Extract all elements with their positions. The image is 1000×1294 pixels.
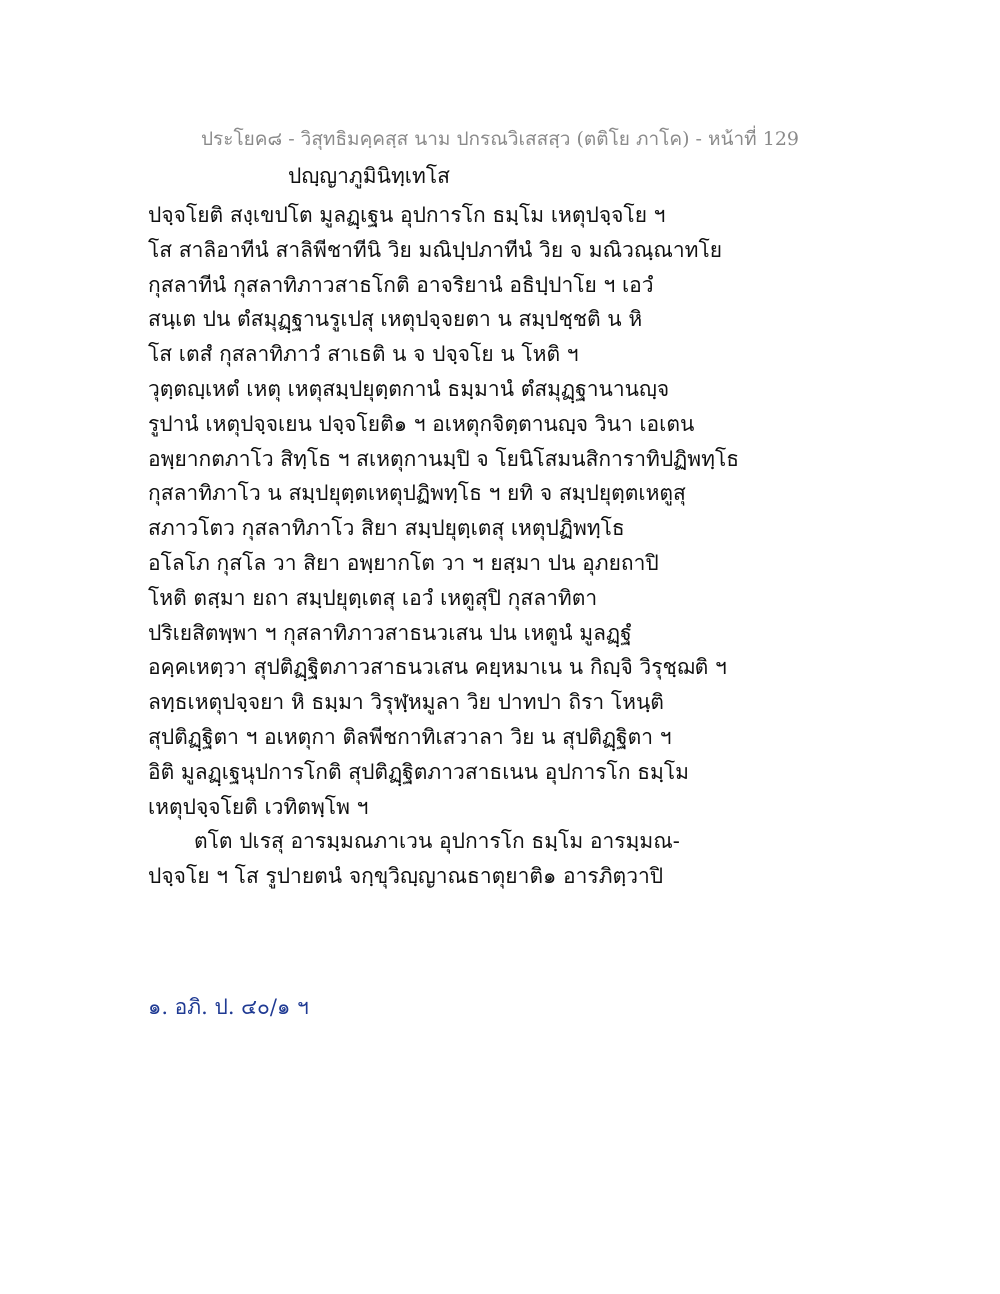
body-line: สุปติฏฺฐิตา ฯ อเหตุกา ติลพีชกาทิเสวาลา วิย น สุปติฏฺฐิตา ฯ xyxy=(148,724,672,749)
running-head-text: ประโยค๘ - วิสุทธิมคฺคสฺส นาม ปกรณวิเสสสฺว (ตติโย ภาโค) - หน้าที่ 129 xyxy=(200,128,800,150)
body-line: ปจฺจโยติ สงฺเขปโต มูลฏฺเฐน อุปการโก ธมฺโม เหตุปจฺจโย ฯ xyxy=(148,203,666,227)
footnote: ๑. อภิ. ป. ๔๐/๑ ฯ xyxy=(148,995,309,1019)
body-line: ปริเยสิตพฺพา ฯ กุสลาทิภาวสาธนวเสน ปน เหตูนํ มูลฏฺฐํ xyxy=(148,620,632,645)
section-title: ปญฺญาภูมินิทฺเทโส xyxy=(288,164,450,188)
body-line: กุสลาทีนํ กุสลาทิภาวสาธโกติ อาจริยานํ อธิปฺปาโย ฯ เอวํ xyxy=(148,272,654,297)
body-line: ลทฺธเหตุปจฺจยา หิ ธมฺมา วิรุฬฺหมูลา วิย ปาทปา ถิรา โหนฺติ xyxy=(148,690,664,715)
body-line: โส สาลิอาทีนํ สาลิพีชาทีนิ วิย มณิปฺปภาทีนํ วิย จ มณิวณฺณาทโย xyxy=(148,237,723,262)
body-line: อคฺคเหตฺวา สุปติฏฺฐิตภาวสาธนวเสน คยฺหมาเน น กิญฺจิ วิรุชฺฌติ ฯ xyxy=(148,655,727,680)
body-line: อพฺยากตภาโว สิทฺโธ ฯ สเหตุกานมฺปิ จ โยนิโสมนสิการาทิปฏิพทฺโธ xyxy=(148,446,740,471)
body-line: สนฺเต ปน ตํสมุฏฺฐานรูเปสุ เหตุปจฺจยตา น สมฺปชฺชติ น หิ xyxy=(148,307,643,332)
body-line: วุตฺตญฺเหตํ เหตุ เหตุสมฺปยุตฺตกานํ ธมฺมานํ ตํสมุฏฺฐานานญฺจ xyxy=(148,376,670,401)
running-header xyxy=(0,124,1000,154)
body-line: รูปานํ เหตุปจฺจเยน ปจฺจโยติ๑ ฯ อเหตุกจิตฺตานญฺจ วินา เอเตน xyxy=(148,411,695,436)
paragraph-2-first-line: ตโต ปเรสุ อารมฺมณภาเวน อุปการโก ธมฺโม อารมฺมณ- xyxy=(194,829,680,854)
body-line: สภาวโตว กุสลาทิภาโว สิยา สมฺปยุตฺเตสุ เหตุปฏิพทฺโธ xyxy=(148,516,625,541)
body-line: เหตุปจฺจโยติ เวทิตพฺโพ ฯ xyxy=(148,794,369,819)
body-line: อิติ มูลฏฺเฐนุปการโกติ สุปติฏฺฐิตภาวสาธเนน อุปการโก ธมฺโม xyxy=(148,759,689,784)
body-line: โส เตสํ กุสลาทิภาวํ สาเธติ น จ ปจฺจโย น โหติ ฯ xyxy=(148,342,579,367)
body-text xyxy=(148,198,868,894)
body-line: กุสลาทิภาโว น สมฺปยุตฺตเหตุปฏิพทฺโธ ฯ ยทิ จ สมฺปยุตฺตเหตูสุ xyxy=(148,481,686,506)
body-line: โหติ ตสฺมา ยถา สมฺปยุตฺเตสุ เอวํ เหตูสุปิ กุสลาทิตา xyxy=(148,585,598,610)
paragraph-2-line: ปจฺจโย ฯ โส รูปายตนํ จกฺขุวิญฺญาณธาตุยาติ๑ อารภิตฺวาปิ xyxy=(148,864,664,889)
body-line: อโลโภ กุสโล วา สิยา อพฺยากโต วา ฯ ยสฺมา ปน อุภยถาปิ xyxy=(148,550,659,575)
